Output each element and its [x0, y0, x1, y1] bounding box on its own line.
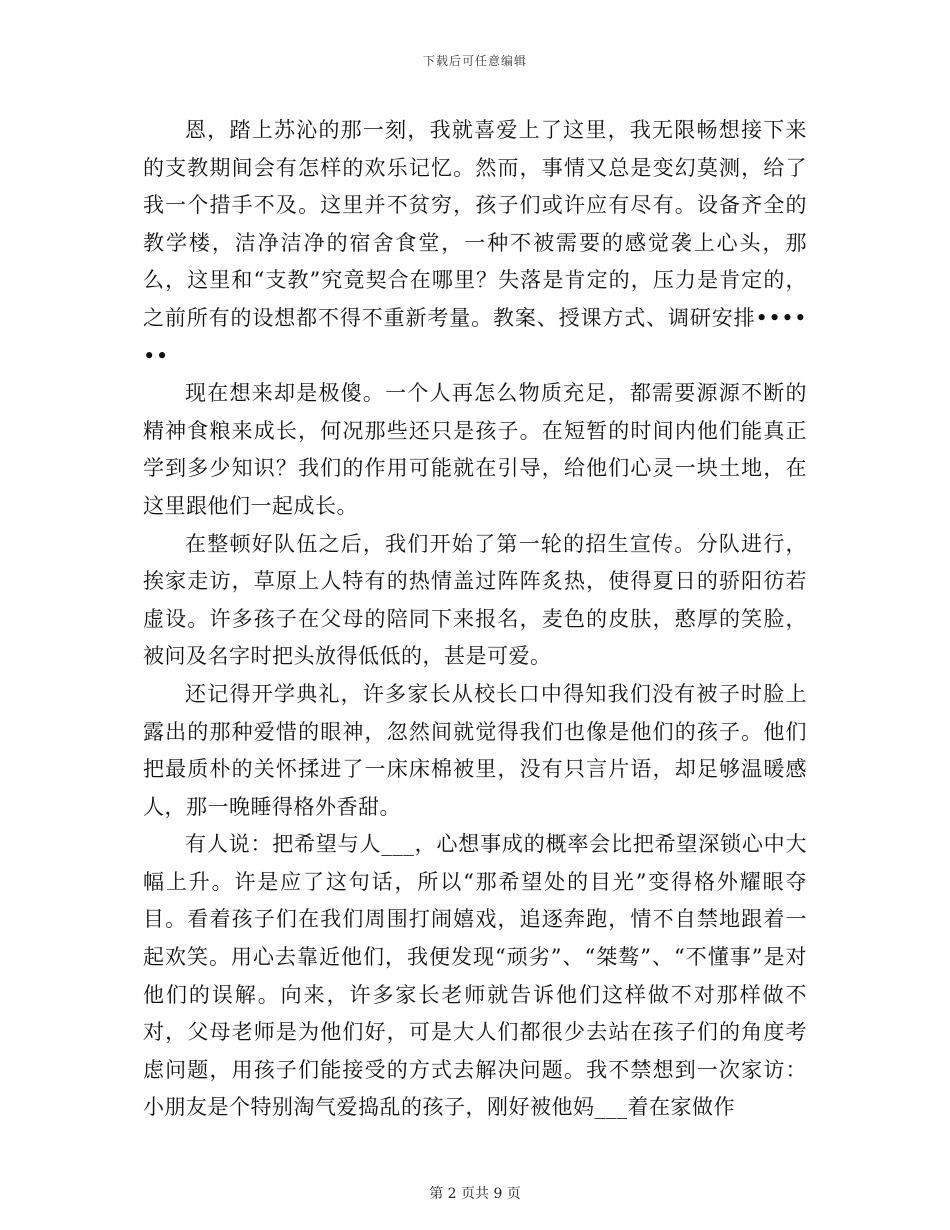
page-header: 下载后可任意编辑 — [422, 54, 527, 68]
paragraph-4: 还记得开学典礼，许多家长从校长口中得知我们没有被子时脸上露出的那种爱惜的眼神，忽然间就觉得我们也像是他们的孩子。他们把最质朴的关怀揉进了一床床棉被里，没有只言片语，却足够温暖感人，那一晚睡得格外香甜。 — [143, 681, 807, 819]
paragraph-3: 在整顿好队伍之后，我们开始了第一轮的招生宣传。分队进行，挨家走访，草原上人特有的热情盖过阵阵炙热，使得夏日的骄阳彷若虚设。许多孩子在父母的陪同下来报名，麦色的皮肤，憨厚的笑脸，被问及名字时把头放得低低的，甚是可爱。 — [143, 531, 807, 669]
paragraph-1: 恩，踏上苏沁的那一刻，我就喜爱上了这里，我无限畅想接下来的支教期间会有怎样的欢乐记忆。然而，事情又总是变幻莫测，给了我一个措手不及。这里并不贫穷，孩子们或许应有尽有。设备齐全的教学楼，洁净洁净的宿舍食堂，一种不被需要的感觉袭上心头，那么，这里和“支教”究竟契合在哪里？失落是肯定的，压力是肯定的，之前所有的设想都不得不重新考量。教案、授课方式、调研安排•••••• — [143, 118, 807, 368]
body-text — [143, 112, 807, 1127]
paragraph-5: 有人说：把希望与人___，心想事成的概率会比把希望深锁心中大幅上升。许是应了这句话，所以“那希望处的目光”变得格外耀眼夺目。看着孩子们在我们周围打闹嬉戏，追逐奔跑，情不自禁地跟着一起欢笑。用心去靠近他们，我便发现“顽劣”、“桀骜”、“不懂事”是对他们的误解。向来，许多家长老师就告诉他们这样做不对那样做不对，父母老师是为他们好，可是大人们都很少去站在孩子们的角度考虑问题，用孩子们能接受的方式去解决问题。我不禁想到一次家访：小朋友是个特别淘气爱捣乱的孩子，刚好被他妈___着在家做作 — [143, 832, 807, 1120]
paragraph-2: 现在想来却是极傻。一个人再怎么物质充足，都需要源源不断的精神食粮来成长，何况那些还只是孩子。在短暂的时间内他们能真正学到多少知识？我们的作用可能就在引导，给他们心灵一块土地，在这里跟他们一起成长。 — [143, 381, 807, 518]
page-footer: 第 2 页共 9 页 — [429, 1186, 521, 1202]
